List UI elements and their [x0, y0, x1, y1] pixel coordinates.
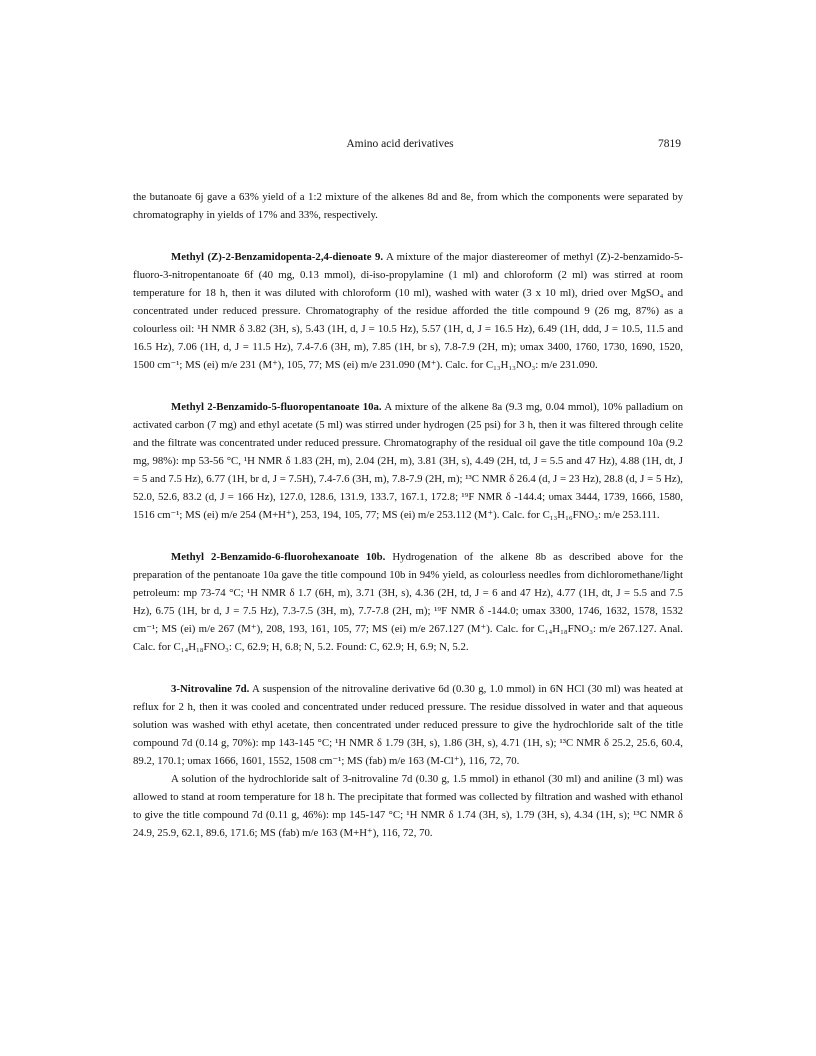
compound-heading: 3-Nitrovaline 7d.	[171, 683, 250, 695]
page-number: 7819	[658, 138, 681, 150]
experimental-entry-10a	[133, 398, 683, 524]
running-title: Amino acid derivatives	[346, 138, 454, 150]
paragraph-7d-alternative	[133, 770, 683, 842]
paragraph-text: A suspension of the nitrovaline derivative 6d (0.30 g, 1.0 mmol) in 6N HCl (30 ml) was heated at reflux for 2 h, then it was cooled and concentrated under reduced pressure. The residue dissolved in water and that aqueous solution was washed with ethyl acetate, then concentrated under reduced pressure to give the hydrochloride salt of the title compound 7d (0.14 g, 70%): mp 143-145 °C; ¹H NMR δ 1.79 (3H, s), 1.86 (3H, s), 4.71 (1H, s); ¹³C NMR δ 25.2, 25.6, 60.4, 89.2, 170.1; υmax 1666, 1601, 1552, 1508 cm⁻¹; MS (fab) m/e 163 (M-Cl⁺), 116, 72, 70.	[133, 683, 684, 767]
experimental-entry-10b	[133, 548, 683, 656]
paragraph-text: A mixture of the major diastereomer of methyl (Z)-2-benzamido-5-fluoro-3-nitropentanoate 6f (40 mg, 0.13 mmol), di-iso-propylamine (1 ml) and chloroform (2 ml) was stirred at room temperature for 18 h, then it was diluted with chloroform (10 ml), washed with water (3 x 10 ml), dried over MgSO₄ and concentrated under reduced pressure. Chromatography of the residue afforded the title compound 9 (26 mg, 87%) as a colourless oil: ¹H NMR δ 3.82 (3H, s), 5.43 (1H, d, J = 10.5 Hz), 5.57 (1H, d, J = 16.5 Hz), 6.49 (1H, ddd, J = 10.5, 11.5 and 16.5 Hz), 7.06 (1H, d, J = 11.5 Hz), 7.4-7.6 (3H, m), 7.85 (1H, br s), 7.8-7.9 (2H, m); υmax 3400, 1760, 1730, 1690, 1520, 1500 cm⁻¹; MS (ei) m/e 231 (M⁺), 105, 77; MS (ei) m/e 231.090 (M⁺). Calc. for C₁₃H₁₃NO₃: m/e 231.090.	[133, 251, 684, 371]
experimental-entry-7d	[133, 680, 683, 770]
paragraph-text: A mixture of the alkene 8a (9.3 mg, 0.04 mmol), 10% palladium on activated carbon (7 mg) and ethyl acetate (5 ml) was stirred under hydrogen (25 psi) for 3 h, then it was filtered through celite and the filtrate was concentrated under reduced pressure. Chromatography of the residual oil gave the title compound 10a (9.2 mg, 98%): mp 53-56 °C, ¹H NMR δ 1.83 (2H, m), 2.04 (2H, m), 3.81 (3H, s), 4.49 (2H, td, J = 5.5 and 47 Hz), 4.88 (1H, dt, J = 5 and 7.5 Hz), 6.77 (1H, br d, J = 7.5H), 7.4-7.6 (3H, m), 7.8-7.9 (2H, m); ¹³C NMR δ 26.4 (d, J = 23 Hz), 28.8 (d, J = 5 Hz), 52.0, 52.6, 83.2 (d, J = 166 Hz), 127.0, 128.6, 131.9, 133.7, 167.1, 172.8; ¹⁹F NMR δ -144.4; υmax 3444, 1739, 1666, 1580, 1516 cm⁻¹; MS (ei) m/e 254 (M+H⁺), 253, 194, 105, 77; MS (ei) m/e 253.112 (M⁺). Calc. for C₁₃H₁₆FNO₃: m/e 253.111.	[133, 401, 683, 521]
compound-heading: Methyl 2-Benzamido-5-fluoropentanoate 10a.	[171, 401, 382, 413]
compound-heading: Methyl (Z)-2-Benzamidopenta-2,4-dienoate 9.	[171, 251, 384, 263]
article-body	[133, 188, 683, 842]
paragraph-text: the butanoate 6j gave a 63% yield of a 1:2 mixture of the alkenes 8d and 8e, from which the components were separated by chromatography in yields of 17% and 33%, respectively.	[133, 191, 683, 221]
paragraph-text: A solution of the hydrochloride salt of 3-nitrovaline 7d (0.30 g, 1.5 mmol) in ethanol (30 ml) and aniline (3 ml) was allowed to stand at room temperature for 18 h. The precipitate that formed was collected by filtration and washed with ethanol to give the title compound 7d (0.11 g, 46%): mp 145-147 °C; ¹H NMR δ 1.74 (3H, s), 1.79 (3H, s), 4.34 (1H, s); ¹³C NMR δ 24.9, 25.9, 62.1, 89.6, 171.6; MS (fab) m/e 163 (M+H⁺), 116, 72, 70.	[133, 773, 683, 839]
experimental-entry-9	[133, 248, 683, 374]
compound-heading: Methyl 2-Benzamido-6-fluorohexanoate 10b.	[171, 551, 386, 563]
paragraph-continuation	[133, 188, 683, 224]
paragraph-text: Hydrogenation of the alkene 8b as described above for the preparation of the pentanoate 10a gave the title compound 10b in 94% yield, as colourless needles from dichloromethane/light petroleum: mp 73-74 °C; ¹H NMR δ 1.7 (6H, m), 3.71 (3H, s), 4.36 (2H, td, J = 6 and 47 Hz), 4.77 (1H, dt, J = 5.5 and 7.5 Hz), 6.75 (1H, br d, J = 7.5 Hz), 7.3-7.5 (3H, m), 7.7-7.8 (2H, m); ¹⁹F NMR δ -144.0; υmax 3300, 1746, 1632, 1578, 1532 cm⁻¹; MS (ei) m/e 267 (M⁺), 208, 193, 161, 105, 77; MS (ei) m/e 267.127 (M⁺). Calc. for C₁₄H₁₈FNO₃: m/e 267.127. Anal. Calc. for C₁₄H₁₈FNO₃: C, 62.9; H, 6.8; N, 5.2. Found: C, 62.9; H, 6.9; N, 5.2.	[133, 551, 683, 653]
page-header	[0, 138, 816, 154]
